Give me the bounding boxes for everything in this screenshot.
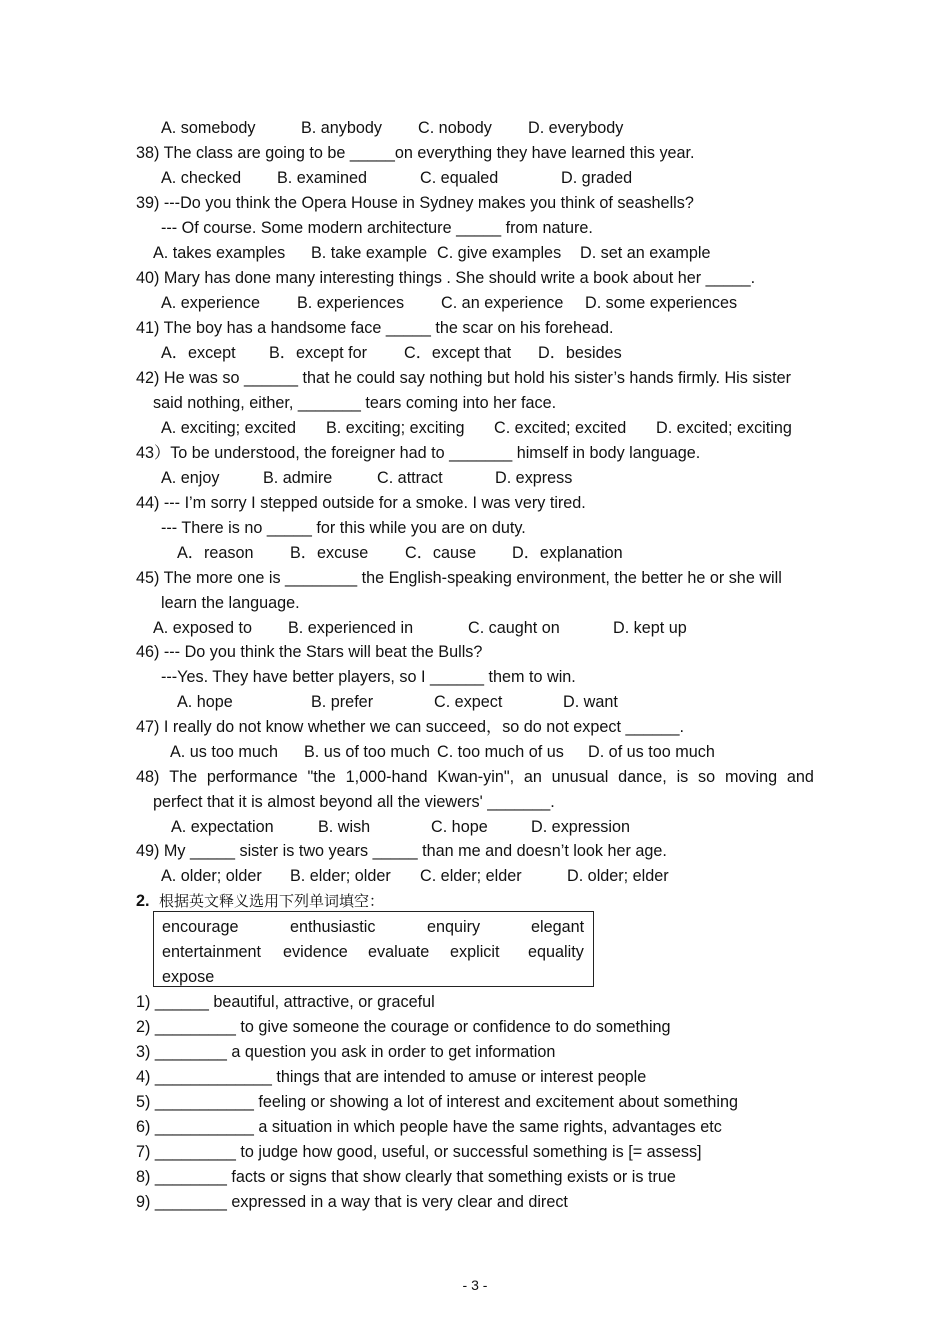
page-number: - 3 - — [462, 1277, 488, 1293]
q40-stem: 40) Mary has done many interesting things . She should write a book about her _____. — [136, 269, 756, 287]
q48-option-d: D. expression — [531, 818, 630, 836]
definition-item: 9) ________ expressed in a way that is very clear and direct — [136, 1193, 568, 1211]
q46-option-c: C. expect — [434, 693, 503, 711]
definition-item: 8) ________ facts or signs that show clearly that something exists or is true — [136, 1168, 676, 1186]
q42-option-b: B. exciting; exciting — [326, 419, 465, 437]
word-encourage: encourage — [162, 918, 239, 936]
word-evidence: evidence — [283, 943, 348, 961]
definition-item: 3) ________ a question you ask in order to get information — [136, 1043, 556, 1061]
q41-option-a: A．except — [161, 344, 236, 362]
q40-option-b: B. experiences — [297, 294, 405, 312]
q48-stem-line2: perfect that it is almost beyond all the viewers' _______. — [153, 793, 555, 811]
q47-option-c: C. too much of us — [437, 743, 564, 761]
q37-option-c: C. nobody — [418, 119, 492, 137]
q41-option-d: D．besides — [538, 344, 622, 362]
q39-option-a: A. takes examples — [153, 244, 286, 262]
q48-word: moving — [724, 768, 778, 786]
q47-stem: 47) I really do not know whether we can succeed，so do not expect ______. — [136, 718, 685, 736]
q45-option-d: D. kept up — [613, 619, 687, 637]
q45-stem: 45) The more one is ________ the English-speaking environment, the better he or she will — [136, 569, 782, 587]
q47-option-a: A. us too much — [170, 743, 278, 761]
q38-option-b: B. examined — [277, 169, 367, 187]
q49-stem: 49) My _____ sister is two years _____ than me and doesn’t look her age. — [136, 842, 667, 860]
q48-word: dance, — [618, 768, 667, 786]
q41-option-c: C．except that — [404, 344, 512, 362]
q42-stem: 42) He was so ______ that he could say nothing but hold his sister’s hands firmly. His sister — [136, 369, 792, 387]
word-expose: expose — [162, 968, 215, 986]
q48-word: unusual — [551, 768, 609, 786]
q38-stem: 38) The class are going to be _____on everything they have learned this year. — [136, 144, 695, 162]
q48-word: so — [698, 768, 716, 786]
q39-option-b: B. take example — [311, 244, 428, 262]
q40-option-c: C. an experience — [441, 294, 564, 312]
q48-word: Kwan-yin", — [437, 768, 515, 786]
q43-option-d: D. express — [495, 469, 573, 487]
q47-option-b: B. us of too much — [304, 743, 430, 761]
q48-word: "the — [307, 768, 336, 786]
q39-option-d: D. set an example — [580, 244, 711, 262]
word-elegant: elegant — [531, 918, 585, 936]
definition-item: 5) ___________ feeling or showing a lot of interest and excitement about something — [136, 1093, 739, 1111]
q45-option-c: C. caught on — [468, 619, 560, 637]
q44-option-c: C．cause — [405, 544, 477, 562]
q48-word: is — [676, 768, 689, 786]
q41-stem: 41) The boy has a handsome face _____ the scar on his forehead. — [136, 319, 614, 337]
q42-stem-line2: said nothing, either, _______ tears coming into her face. — [153, 394, 557, 412]
q48-option-c: C. hope — [431, 818, 488, 836]
q39-option-c: C. give examples — [437, 244, 562, 262]
q44-option-b: B．excuse — [290, 544, 369, 562]
word-equality: equality — [528, 943, 584, 961]
q44-option-a: A．reason — [177, 544, 254, 562]
section-title: 根据英文释义选用下列单词填空： — [159, 892, 385, 910]
q46-stem: 46) --- Do you think the Stars will beat the Bulls? — [136, 643, 483, 661]
q38-option-a: A. checked — [161, 169, 242, 187]
q40-option-a: A. experience — [161, 294, 260, 312]
q48-word: an — [523, 768, 542, 786]
q45-option-b: B. experienced in — [288, 619, 414, 637]
q46-option-d: D. want — [563, 693, 618, 711]
section-number: 2. — [136, 892, 150, 910]
q46-stem-line2: ---Yes. They have better players, so I ______ them to win. — [161, 668, 576, 686]
word-enquiry: enquiry — [427, 918, 481, 936]
word-entertainment: entertainment — [162, 943, 261, 961]
q46-option-b: B. prefer — [311, 693, 374, 711]
q49-option-d: D. older; elder — [567, 867, 669, 885]
q38-option-c: C. equaled — [420, 169, 499, 187]
word-explicit: explicit — [450, 943, 500, 961]
q49-option-a: A. older; older — [161, 867, 262, 885]
q37-option-a: A. somebody — [161, 119, 256, 137]
definition-item: 1) ______ beautiful, attractive, or graceful — [136, 993, 435, 1011]
q48-word: 1,000-hand — [345, 768, 428, 786]
q45-stem-line2: learn the language. — [161, 594, 300, 612]
q43-option-b: B. admire — [263, 469, 333, 487]
definition-item: 2) _________ to give someone the courage or confidence to do something — [136, 1018, 671, 1036]
q44-stem-line2: --- There is no _____ for this while you are on duty. — [161, 519, 526, 537]
q38-option-d: D. graded — [561, 169, 633, 187]
q48-option-b: B. wish — [318, 818, 371, 836]
q37-option-d: D. everybody — [528, 119, 624, 137]
q45-option-a: A. exposed to — [153, 619, 252, 637]
q39-stem-line2: --- Of course. Some modern architecture _____ from nature. — [161, 219, 593, 237]
q42-option-d: D. excited; exciting — [656, 419, 792, 437]
q37-option-b: B. anybody — [301, 119, 382, 137]
q48-word: performance — [206, 768, 298, 786]
q43-option-c: C. attract — [377, 469, 443, 487]
q43-option-a: A. enjoy — [161, 469, 220, 487]
q43-stem: 43）To be understood, the foreigner had to _______ himself in body language. — [136, 444, 701, 462]
word-evaluate: evaluate — [368, 943, 430, 961]
q40-option-d: D. some experiences — [585, 294, 738, 312]
q44-option-d: D．explanation — [512, 544, 623, 562]
q39-stem: 39) ---Do you think the Opera House in Sydney makes you think of seashells? — [136, 194, 694, 212]
q48-word: and — [786, 768, 814, 786]
q48-word: The — [169, 768, 198, 786]
q47-option-d: D. of us too much — [588, 743, 715, 761]
q48-word: 48) — [136, 768, 160, 786]
q42-option-c: C. excited; excited — [494, 419, 627, 437]
definition-item: 4) _____________ things that are intended to amuse or interest people — [136, 1068, 647, 1086]
word-enthusiastic: enthusiastic — [290, 918, 376, 936]
q46-option-a: A. hope — [177, 693, 233, 711]
q49-option-c: C. elder; elder — [420, 867, 522, 885]
q49-option-b: B. elder; older — [290, 867, 391, 885]
q42-option-a: A. exciting; excited — [161, 419, 296, 437]
definition-item: 7) _________ to judge how good, useful, or successful something is [= assess] — [136, 1143, 702, 1161]
definition-item: 6) ___________ a situation in which people have the same rights, advantages etc — [136, 1118, 722, 1136]
q48-option-a: A. expectation — [171, 818, 274, 836]
q48-stem — [136, 767, 814, 787]
q41-option-b: B．except for — [269, 344, 368, 362]
q44-stem: 44) --- I’m sorry I stepped outside for a smoke. I was very tired. — [136, 494, 586, 512]
